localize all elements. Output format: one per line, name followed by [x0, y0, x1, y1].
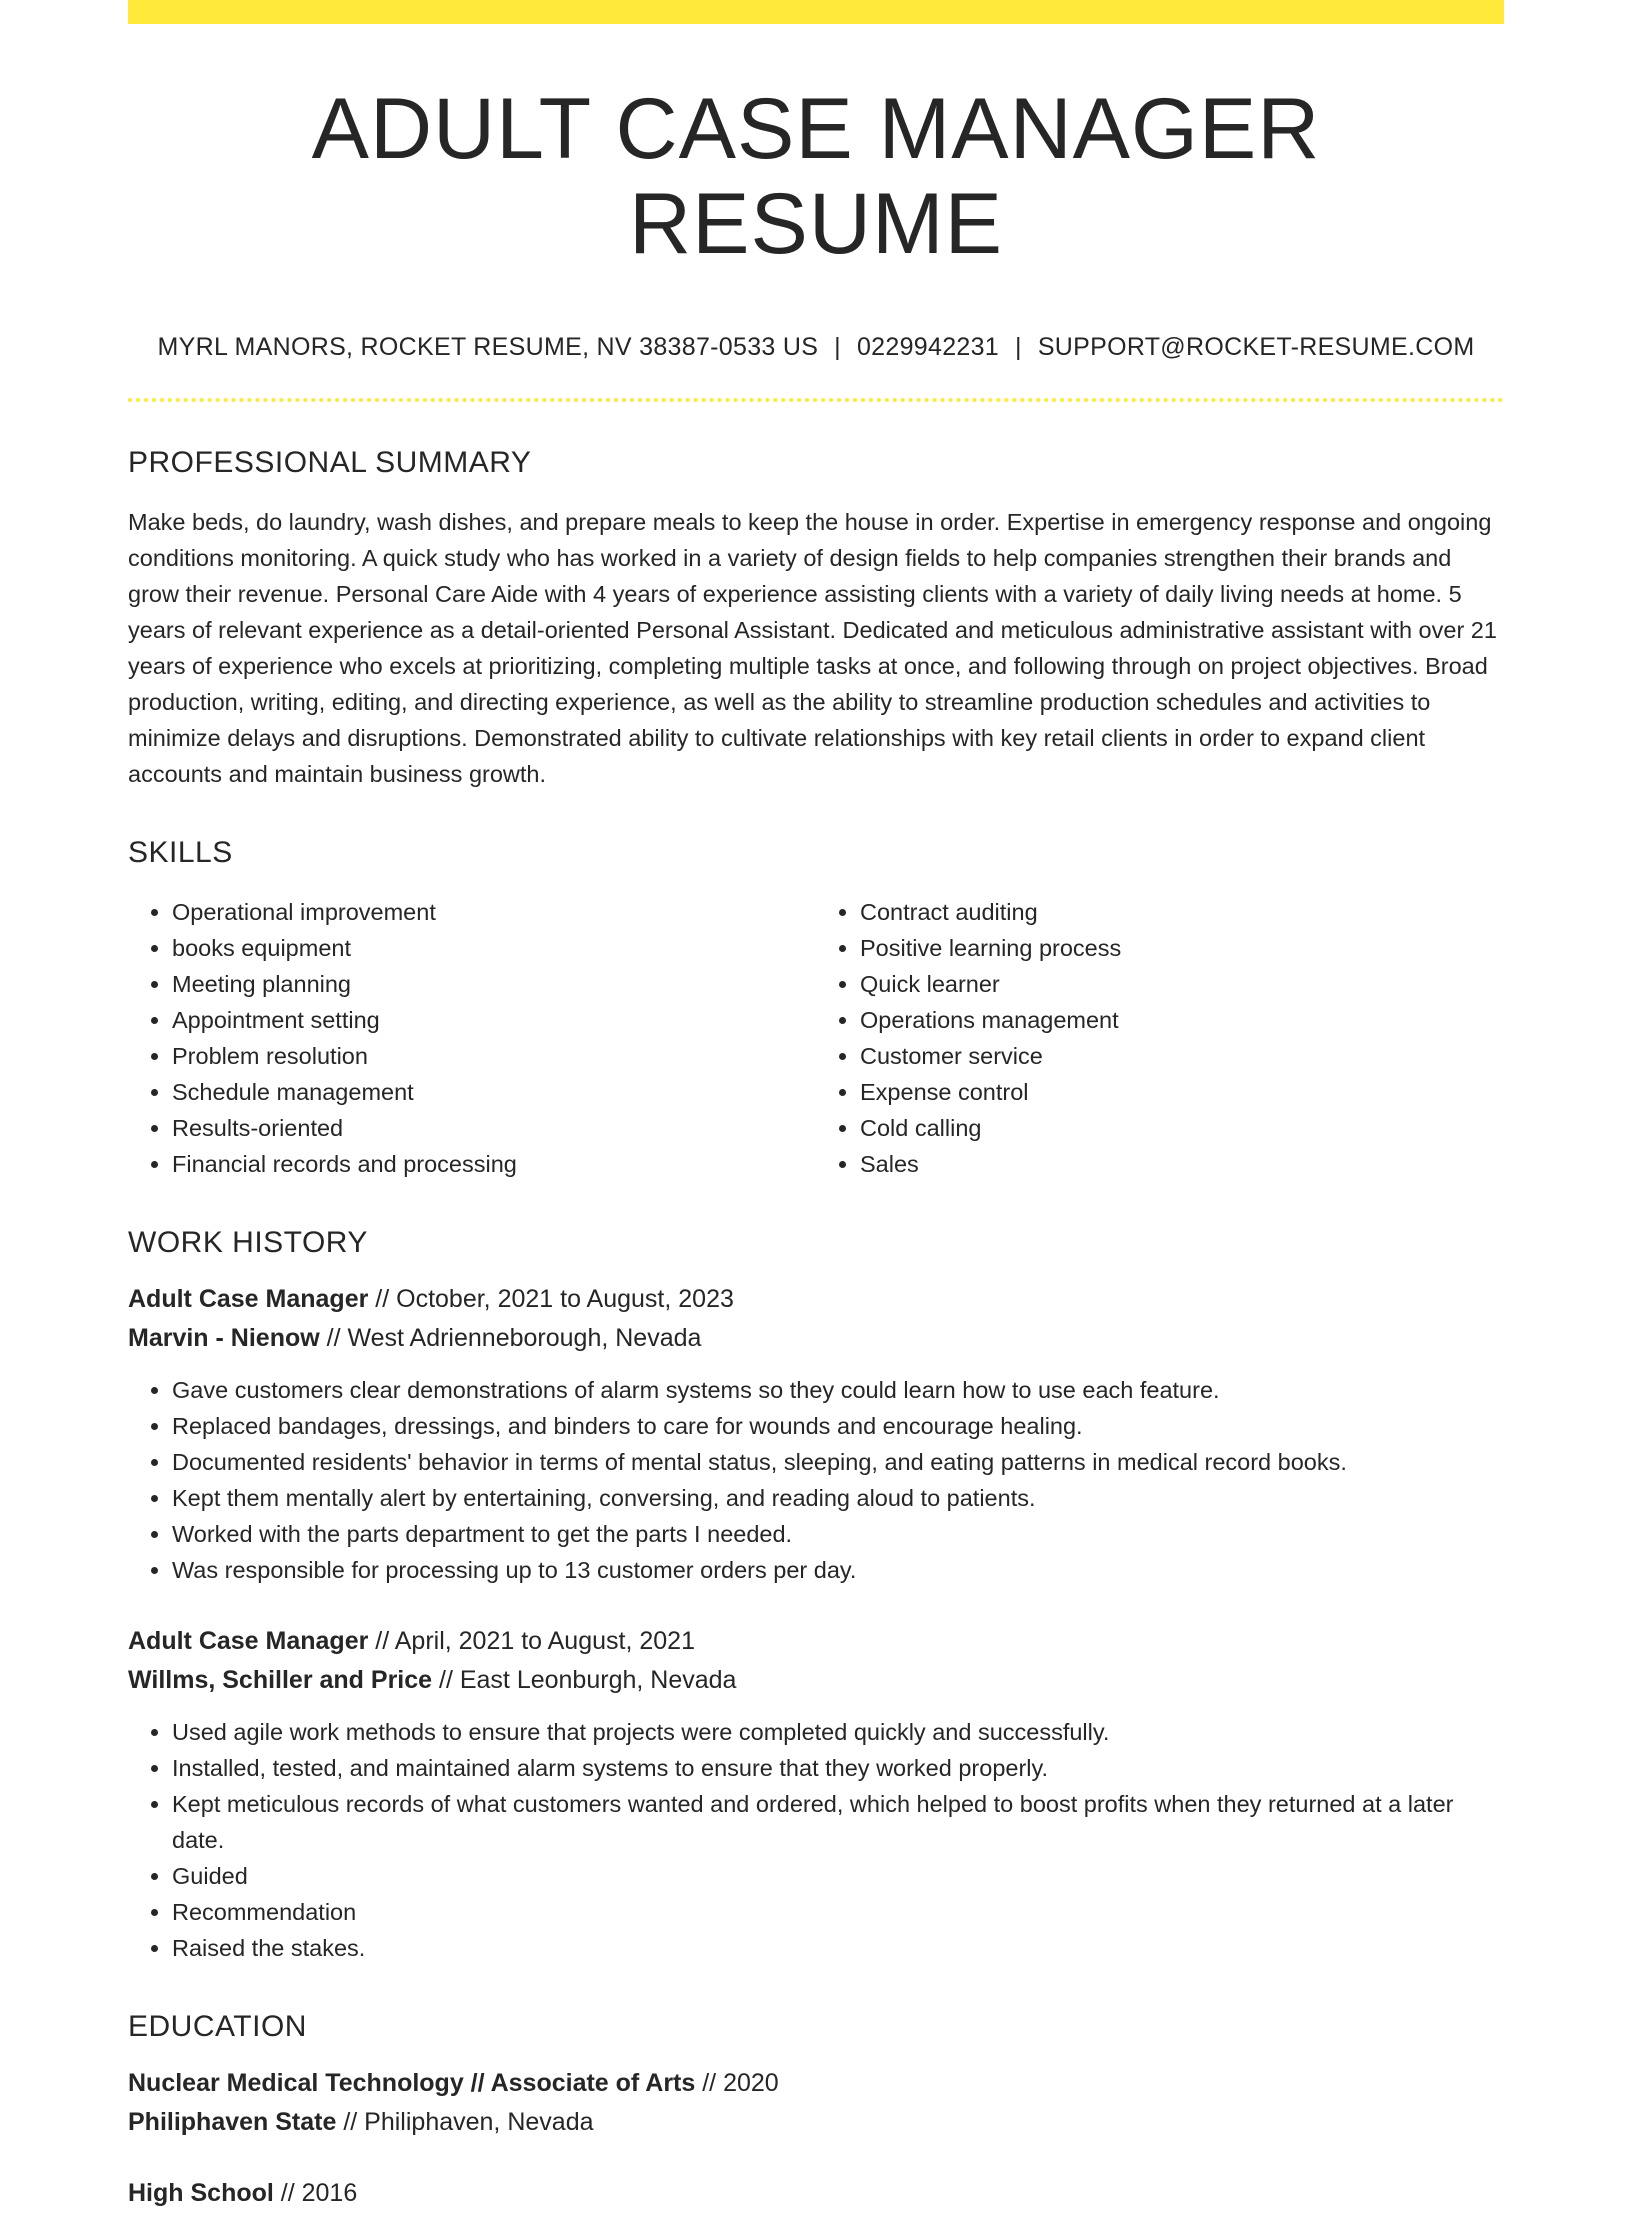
- skills-list: [128, 894, 1504, 1182]
- job-bullet: • Recommendation: [172, 1894, 1504, 1930]
- job-bullet: • Was responsible for processing up to 13 customer orders per day.: [172, 1552, 1504, 1588]
- job-dates: // April, 2021 to August, 2021: [368, 1627, 695, 1656]
- job-bullet: • Worked with the parts department to get the parts I needed.: [172, 1516, 1504, 1552]
- job-bullet: • Installed, tested, and maintained alarm systems to ensure that they worked properly.: [172, 1750, 1504, 1786]
- work-history-heading: WORK HISTORY: [128, 1226, 368, 1260]
- education-degree: Nuclear Medical Technology // Associate of Arts: [128, 2069, 696, 2098]
- education-entry: [128, 2174, 1504, 2213]
- skill-item: • Customer service: [860, 1038, 1504, 1074]
- summary-text: Make beds, do laundry, wash dishes, and prepare meals to keep the house in order. Expertise in emergency response and ongoing conditions monitoring. A quick study who has worked in a variety of design fields to help companies strengthen their brands and grow their revenue. Personal Care Aide with 4 years of experience assisting clients with a variety of daily living needs at home. 5 years of relevant experience as a detail-oriented Personal Assistant. Dedicated and meticulous administrative assistant with over 21 years of experience who excels at prioritizing, completing multiple tasks at once, and following through on project objectives. Broad production, writing, editing, and directing experience, as well as the ability to streamline production schedules and activities to minimize delays and disruptions. Demonstrated ability to cultivate relationships with key retail clients in order to expand client accounts and maintain business growth.: [128, 509, 1497, 788]
- skill-item: • books equipment: [172, 930, 816, 966]
- job-title-line: [128, 1622, 1504, 1661]
- job-dates: // October, 2021 to August, 2023: [368, 1285, 734, 1314]
- skill-item: • Appointment setting: [172, 1002, 816, 1038]
- contact-separator: |: [1015, 333, 1022, 362]
- job-location: // East Leonburgh, Nevada: [432, 1666, 737, 1695]
- contact-email: SUPPORT@ROCKET-RESUME.COM: [1037, 333, 1475, 362]
- resume-title: ADULT CASE MANAGER RESUME: [311, 81, 1321, 272]
- job-bullet: • Replaced bandages, dressings, and binders to care for wounds and encourage healing.: [172, 1408, 1504, 1444]
- skill-item: • Expense control: [860, 1074, 1504, 1110]
- skill-item: • Results-oriented: [172, 1110, 816, 1146]
- education-school: Philiphaven State: [128, 2108, 337, 2137]
- job-bullet: • Documented residents' behavior in terms of mental status, sleeping, and eating patterns in medical record books.: [172, 1444, 1504, 1480]
- job-bullet: • Gave customers clear demonstrations of alarm systems so they could learn how to use each feature.: [172, 1372, 1504, 1408]
- contact-line: [128, 333, 1504, 362]
- skills-heading: SKILLS: [128, 836, 233, 870]
- job-title-line: [128, 1280, 1504, 1319]
- job-bullets: [128, 1714, 1504, 1966]
- skill-item: • Problem resolution: [172, 1038, 816, 1074]
- top-accent-bar: [128, 0, 1504, 24]
- skill-item: • Schedule management: [172, 1074, 816, 1110]
- contact-phone: 0229942231: [856, 333, 1000, 362]
- skill-item: • Operational improvement: [172, 894, 816, 930]
- education-school-line: [128, 2103, 1504, 2142]
- contact-address: MYRL MANORS, ROCKET RESUME, NV 38387-0533 US: [157, 333, 819, 362]
- education-degree-line: [128, 2174, 1504, 2213]
- resume-page: [128, 0, 1504, 2213]
- skill-item: • Operations management: [860, 1002, 1504, 1038]
- education-heading: EDUCATION: [128, 2010, 307, 2044]
- education-degree: High School: [128, 2179, 274, 2208]
- skill-item: • Financial records and processing: [172, 1146, 816, 1182]
- education-entry: [128, 2064, 1504, 2142]
- job-bullet: • Guided: [172, 1858, 1504, 1894]
- contact-separator: |: [834, 333, 841, 362]
- skill-item: • Contract auditing: [860, 894, 1504, 930]
- job-company: Marvin - Nienow: [128, 1324, 320, 1353]
- job-company-line: [128, 1319, 1504, 1358]
- education-year: // 2016: [273, 2179, 358, 2208]
- job-company-line: [128, 1661, 1504, 1700]
- skills-column-left: [128, 894, 816, 1182]
- skill-item: • Sales: [860, 1146, 1504, 1182]
- skills-column-right: [816, 894, 1504, 1182]
- job-bullet: • Raised the stakes.: [172, 1930, 1504, 1966]
- job-title: Adult Case Manager: [128, 1285, 369, 1314]
- job-bullet: • Kept them mentally alert by entertaining, conversing, and reading aloud to patients.: [172, 1480, 1504, 1516]
- header-divider: [128, 398, 1504, 402]
- job-bullets: [128, 1372, 1504, 1588]
- job-bullet: • Kept meticulous records of what customers wanted and ordered, which helped to boost profits when they returned at a later date.: [172, 1786, 1504, 1858]
- skill-item: • Quick learner: [860, 966, 1504, 1002]
- education-degree-line: [128, 2064, 1504, 2103]
- job-company: Willms, Schiller and Price: [128, 1666, 433, 1695]
- skill-item: • Meeting planning: [172, 966, 816, 1002]
- skill-item: • Positive learning process: [860, 930, 1504, 966]
- education-location: // Philiphaven, Nevada: [336, 2108, 594, 2137]
- job-location: // West Adrienneborough, Nevada: [319, 1324, 702, 1353]
- skill-item: • Cold calling: [860, 1110, 1504, 1146]
- job-title: Adult Case Manager: [128, 1627, 369, 1656]
- job-entry: [128, 1280, 1504, 1588]
- job-bullet: • Used agile work methods to ensure that projects were completed quickly and successfully.: [172, 1714, 1504, 1750]
- education-year: // 2020: [695, 2069, 779, 2098]
- job-entry: [128, 1622, 1504, 1966]
- summary-heading: PROFESSIONAL SUMMARY: [128, 446, 532, 480]
